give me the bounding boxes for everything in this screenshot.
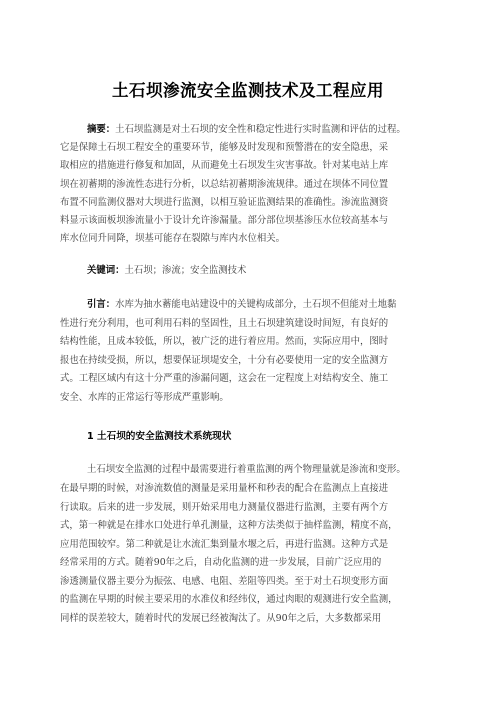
- section-line: 同样的误差较大，随着时代的发展已经被淘汰了。从90年之后，大多数都采用: [60, 613, 382, 624]
- abstract-line: 取相应的措施进行修复和加固，从而避免土石坝发生灾害事故。针对某电站上库: [60, 160, 389, 171]
- section-line: 行读取。后来的进一步发展，则开始采用电力测量仪器进行监测，主要有两个方: [60, 502, 389, 513]
- section-line: 经常采用的方式。随着90年之后，自动化监测的进一步发展，目前广泛应用的: [60, 557, 382, 568]
- section-line: 的监测在早期的时候主要采用的水准仪和经纬仪，通过肉眼的观测进行安全监测，: [60, 594, 398, 605]
- section-line: 应用范围较窄。第二种就是让水流汇集到量水堰之后，再进行监测。这种方式是: [60, 539, 389, 550]
- section-line: 式，第一种就是在排水口处进行单孔测量，这种方法类似于抽样监测，精度不高，: [60, 520, 398, 531]
- intro-line: 安全、水库的正常运行等形成严重影响。: [60, 392, 229, 403]
- keywords-line: [87, 265, 246, 277]
- abstract-line: [87, 124, 406, 136]
- abstract-line: 坝在初蓄期的渗流性态进行分析，以总结初蓄期渗流规律。通过在坝体不同位置: [60, 179, 389, 190]
- intro-text: 水库为抽水蓄能电站建设中的关键构成部分，土石坝不但能对土地黏: [115, 299, 397, 310]
- abstract-line: 库水位同升同降，坝基可能存在裂隙与库内水位相关。: [60, 233, 286, 244]
- intro-line: 性进行充分利用，也可利用石料的坚固性，且土石坝建筑建设时间短，有良好的: [60, 318, 389, 329]
- section-heading: 1 土石坝的安全监测技术系统现状: [87, 431, 232, 442]
- section-line: 土石坝安全监测的过程中最需要进行着重监测的两个物理量就是渗流和变形。: [87, 464, 406, 475]
- section-line: 渗透测量仪器主要分为振弦、电感、电阻、差阻等四类。至于对土石坝变形方面: [60, 576, 389, 587]
- abstract-line: 它是保障土石坝工程安全的重要环节，能够及时发现和预警潜在的安全隐患，采: [60, 142, 389, 153]
- intro-line: 报也在持续受损，所以，想要保证坝堤安全，十分有必要使用一定的安全监测方: [60, 355, 389, 366]
- abstract-line: 布置不同监测仪器对大坝进行监测，以相互验证监测结果的准确性。渗流监测资: [60, 197, 389, 208]
- keywords-label: 关键词：: [87, 265, 125, 276]
- abstract-text: 土石坝监测是对土石坝的安全性和稳定性进行实时监测和评估的过程。: [115, 124, 406, 135]
- intro-line: 结构性能，且成本较低，所以，被广泛的进行着应用。然而，实际应用中，图时: [60, 336, 389, 347]
- intro-line: 式。工程区域内有这十分严重的渗漏问题，这会在一定程度上对结构安全、施工: [60, 373, 389, 384]
- abstract-label: 摘要：: [87, 124, 116, 135]
- section-line: 在最早期的时候，对渗流数值的测量是采用量杯和秒表的配合在监测点上直接进: [60, 483, 389, 494]
- intro-line: [87, 299, 396, 311]
- keywords-text: 土石坝；渗流；安全监测技术: [124, 265, 247, 276]
- document-title: 土石坝渗流安全监测技术及工程应用: [112, 81, 384, 100]
- abstract-line: 料显示该面板坝渗流量小于设计允许渗漏量。部分部位坝基渗压水位较高基本与: [60, 215, 389, 226]
- intro-label: 引言：: [87, 299, 116, 310]
